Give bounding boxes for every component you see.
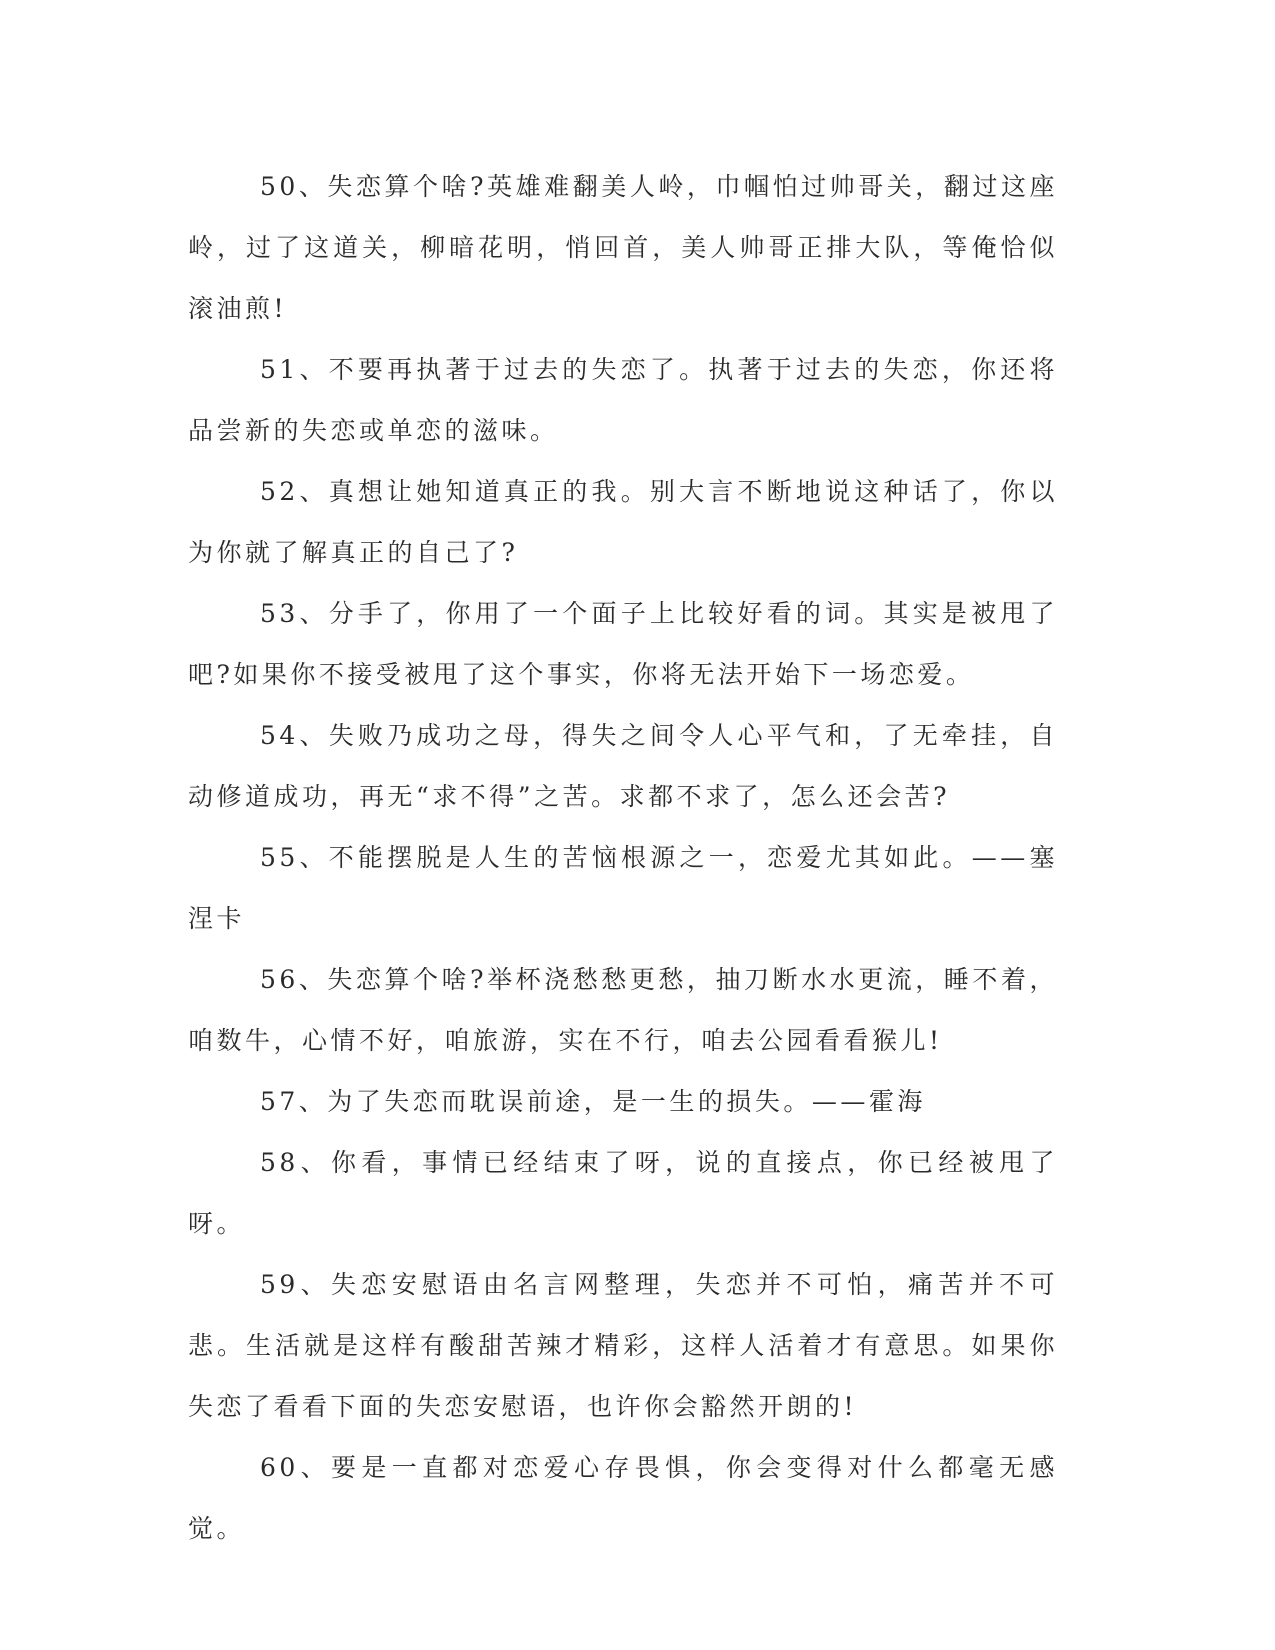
quote-paragraph-54: 54、失败乃成功之母，得失之间令人心平气和，了无牵挂，自动修道成功，再无“求不得”之苦。求都不求了，怎么还会苦? [188, 721, 1058, 811]
quote-paragraph-55: 55、不能摆脱是人生的苦恼根源之一，恋爱尤其如此。——塞涅卡 [188, 843, 1058, 933]
quote-paragraph-58: 58、你看，事情已经结束了呀，说的直接点，你已经被甩了呀。 [188, 1148, 1058, 1238]
quote-paragraph-53: 53、分手了，你用了一个面子上比较好看的词。其实是被甩了吧?如果你不接受被甩了这个事实，你将无法开始下一场恋爱。 [188, 599, 1058, 689]
quote-paragraph-56: 56、失恋算个啥?举杯浇愁愁更愁，抽刀断水水更流，睡不着，咱数牛，心情不好，咱旅游，实在不行，咱去公园看看猴儿! [188, 965, 1058, 1055]
quote-paragraph-52: 52、真想让她知道真正的我。别大言不断地说这种话了，你以为你就了解真正的自己了? [188, 477, 1058, 567]
quote-paragraph-60: 60、要是一直都对恋爱心存畏惧，你会变得对什么都毫无感觉。 [188, 1453, 1058, 1543]
quote-paragraph-57: 57、为了失恋而耽误前途，是一生的损失。——霍海 [260, 1087, 926, 1116]
quote-paragraph-50: 50、失恋算个啥?英雄难翻美人岭，巾帼怕过帅哥关，翻过这座岭，过了这道关，柳暗花明，悄回首，美人帅哥正排大队，等俺恰似滚油煎! [188, 172, 1058, 323]
quote-paragraph-59: 59、失恋安慰语由名言网整理，失恋并不可怕，痛苦并不可悲。生活就是这样有酸甜苦辣才精彩，这样人活着才有意思。如果你失恋了看看下面的失恋安慰语，也许你会豁然开朗的! [188, 1270, 1058, 1421]
document-body [188, 156, 1058, 1559]
quote-paragraph-51: 51、不要再执著于过去的失恋了。执著于过去的失恋，你还将品尝新的失恋或单恋的滋味。 [188, 355, 1058, 445]
